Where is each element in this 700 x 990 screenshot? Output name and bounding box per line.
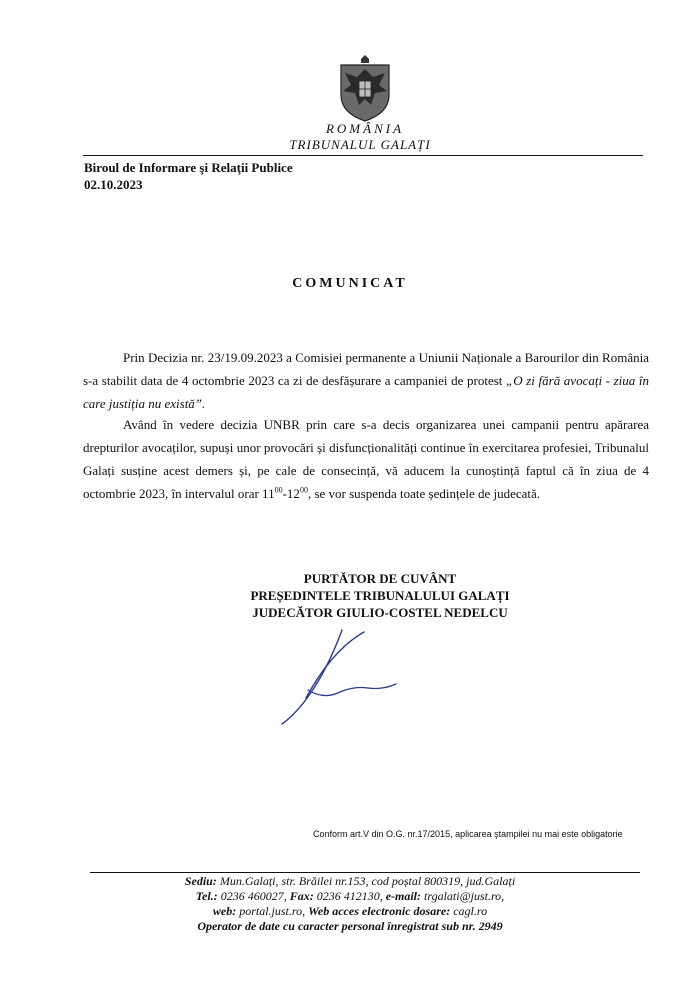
header-divider [83, 155, 643, 156]
country-name: ROMÂNIA [325, 121, 405, 136]
signatory-role: PURTĂTOR DE CUVÂNT [303, 571, 457, 586]
stamp-exemption-note: Conform art.V din O.G. nr.17/2015, aplicarea ştampilei nu mai este obligatorie [313, 829, 623, 839]
footer-contacts [0, 889, 700, 904]
court-name: TRIBUNALUL GALAȚI [289, 137, 431, 152]
footer-tel-label: Tel.: [195, 889, 218, 903]
footer-divider [90, 872, 640, 873]
handwritten-signature [270, 628, 400, 728]
signatory-title: PREȘEDINTELE TRIBUNALULUI GALAȚI [250, 588, 510, 603]
footer-dosare-value: cagl.ro [450, 904, 488, 918]
campaign-quote: „O zi fără avocați - ziua în care justiția nu există”. [83, 373, 649, 411]
time-dash: -12 [282, 486, 300, 501]
footer-sediu-value: Mun.Galați, str. Brăilei nr.153, cod poștal 800319, jud.Galați [216, 874, 516, 888]
paragraph-2 [83, 413, 649, 505]
office-name: Biroul de Informare şi Relaţii Publice [84, 160, 293, 175]
footer-dosare-label: Web acces electronic dosare: [308, 904, 451, 918]
coat-of-arms-icon [335, 55, 395, 123]
footer-email-label: e-mail: [385, 889, 422, 903]
footer-web [0, 904, 700, 919]
paragraph-1 [83, 346, 649, 415]
paragraph-2-text: Având în vedere decizia UNBR prin care s-a decis organizarea unei campanii pentru apărarea drepturilor avocaților, supuși unor provocări și disfuncționalități continue în exercitarea profesiei, Tribunalul Galați susține acest demers și, pe cale de consecință, vă aducem la cunoștință faptul că în ziua de 4 octombrie 2023, în intervalul orar 11 [83, 417, 649, 501]
document-date: 02.10.2023 [84, 177, 143, 192]
document-heading: COMUNICAT [292, 276, 408, 291]
time-end-minutes: 00 [299, 485, 308, 495]
footer-tel-value: 0236 460027, [217, 889, 290, 903]
footer-fax-value: 0236 412130, [313, 889, 386, 903]
footer-address [0, 874, 700, 889]
footer-email-value: trgalati@just.ro, [421, 889, 505, 903]
signatory-name: JUDECĂTOR GIULIO-COSTEL NEDELCU [252, 605, 508, 620]
footer-sediu-label: Sediu: [184, 874, 217, 888]
paragraph-2-end: , se vor suspenda toate ședințele de judecată. [307, 486, 541, 501]
footer-web-label: web: [212, 904, 237, 918]
footer-operator: Operator de date cu caracter personal înregistrat sub nr. 2949 [197, 919, 503, 933]
time-start-minutes: 00 [274, 485, 283, 495]
footer-fax-label: Fax: [289, 889, 314, 903]
footer-web-value: portal.just.ro, [236, 904, 309, 918]
paragraph-1-text: Prin Decizia nr. 23/19.09.2023 a Comisiei permanente a Uniunii Naționale a Barourilor din România s-a stabilit data de 4 octombrie 2023 ca zi de desfășurare a campaniei de protest [83, 350, 649, 388]
